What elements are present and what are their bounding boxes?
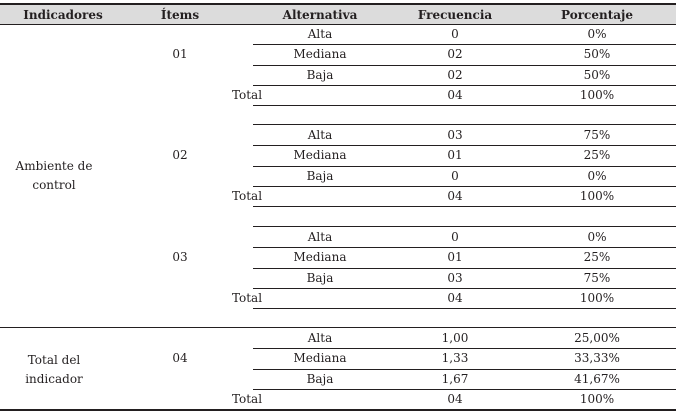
table-section-divider [0, 327, 676, 328]
cell-total-porcentaje: 100% [579, 291, 615, 306]
cell-item: 01 [172, 47, 188, 62]
row-divider [253, 145, 676, 146]
total-row-bottom-border [253, 206, 676, 207]
cell-alternativa: Mediana [293, 351, 347, 366]
table-top-border [0, 3, 676, 5]
cell-alternativa: Baja [306, 371, 334, 386]
cell-porcentaje: 75% [583, 270, 611, 285]
spacer-row-border [253, 226, 676, 227]
cell-frecuencia: 02 [447, 47, 463, 62]
cell-frecuencia: 1,67 [441, 371, 469, 386]
cell-porcentaje: 33,33% [574, 351, 620, 366]
spacer-row-border [253, 124, 676, 125]
cell-porcentaje: 41,67% [574, 371, 620, 386]
cell-frecuencia: 01 [447, 250, 463, 265]
cell-porcentaje: 75% [583, 128, 611, 143]
cell-frecuencia: 0 [451, 27, 459, 42]
cell-porcentaje: 25,00% [574, 331, 620, 346]
cell-total-porcentaje: 100% [579, 392, 615, 407]
row-divider [253, 369, 676, 370]
row-divider [253, 186, 676, 187]
total-row-bottom-border [0, 409, 676, 411]
total-row-bottom-border [253, 308, 676, 309]
cell-total-porcentaje: 100% [579, 88, 615, 103]
row-divider [253, 65, 676, 66]
cell-frecuencia: 02 [447, 67, 463, 82]
cell-alternativa: Mediana [293, 250, 347, 265]
cell-total-porcentaje: 100% [579, 189, 615, 204]
total-row-bottom-border [253, 105, 676, 106]
cell-total-label: Total [231, 291, 263, 306]
cell-porcentaje: 50% [583, 47, 611, 62]
cell-porcentaje: 0% [587, 27, 607, 42]
cell-frecuencia: 0 [451, 168, 459, 183]
cell-alternativa: Alta [307, 128, 333, 143]
cell-porcentaje: 0% [587, 230, 607, 245]
row-divider [253, 389, 676, 390]
cell-porcentaje: 0% [587, 168, 607, 183]
row-divider [253, 348, 676, 349]
cell-total-frecuencia: 04 [447, 88, 463, 103]
indicator-ambiente-de-control: Ambiente de control [15, 159, 93, 192]
cell-alternativa: Alta [307, 230, 333, 245]
cell-total-label: Total [231, 88, 263, 103]
cell-item: 02 [172, 148, 188, 163]
cell-total-frecuencia: 04 [447, 291, 463, 306]
cell-alternativa: Baja [306, 270, 334, 285]
row-divider [253, 247, 676, 248]
cell-porcentaje: 25% [583, 250, 611, 265]
cell-frecuencia: 0 [451, 230, 459, 245]
cell-alternativa: Alta [307, 27, 333, 42]
cell-item: 04 [172, 351, 188, 366]
indicator-total-del-indicador: Total del indicador [25, 353, 83, 386]
cell-alternativa: Baja [306, 168, 334, 183]
cell-alternativa: Mediana [293, 148, 347, 163]
row-divider [253, 268, 676, 269]
cell-alternativa: Alta [307, 331, 333, 346]
cell-total-frecuencia: 04 [447, 392, 463, 407]
cell-total-label: Total [231, 189, 263, 204]
cell-alternativa: Mediana [293, 47, 347, 62]
row-divider [253, 166, 676, 167]
header-frecuencia: Frecuencia [417, 8, 493, 22]
cell-porcentaje: 50% [583, 67, 611, 82]
cell-frecuencia: 01 [447, 148, 463, 163]
header-items: Ítems [160, 8, 200, 22]
cell-frecuencia: 03 [447, 128, 463, 143]
cell-frecuencia: 1,33 [441, 351, 469, 366]
row-divider [253, 44, 676, 45]
row-divider [253, 85, 676, 86]
header-indicadores: Indicadores [23, 8, 103, 22]
header-porcentaje: Porcentaje [561, 8, 633, 22]
row-divider [253, 288, 676, 289]
cell-total-frecuencia: 04 [447, 189, 463, 204]
cell-frecuencia: 1,00 [441, 331, 469, 346]
cell-alternativa: Baja [306, 67, 334, 82]
cell-porcentaje: 25% [583, 148, 611, 163]
header-alternativa: Alternativa [282, 8, 358, 22]
cell-frecuencia: 03 [447, 270, 463, 285]
table-header-border [0, 24, 676, 25]
cell-item: 03 [172, 250, 188, 265]
cell-total-label: Total [231, 392, 263, 407]
